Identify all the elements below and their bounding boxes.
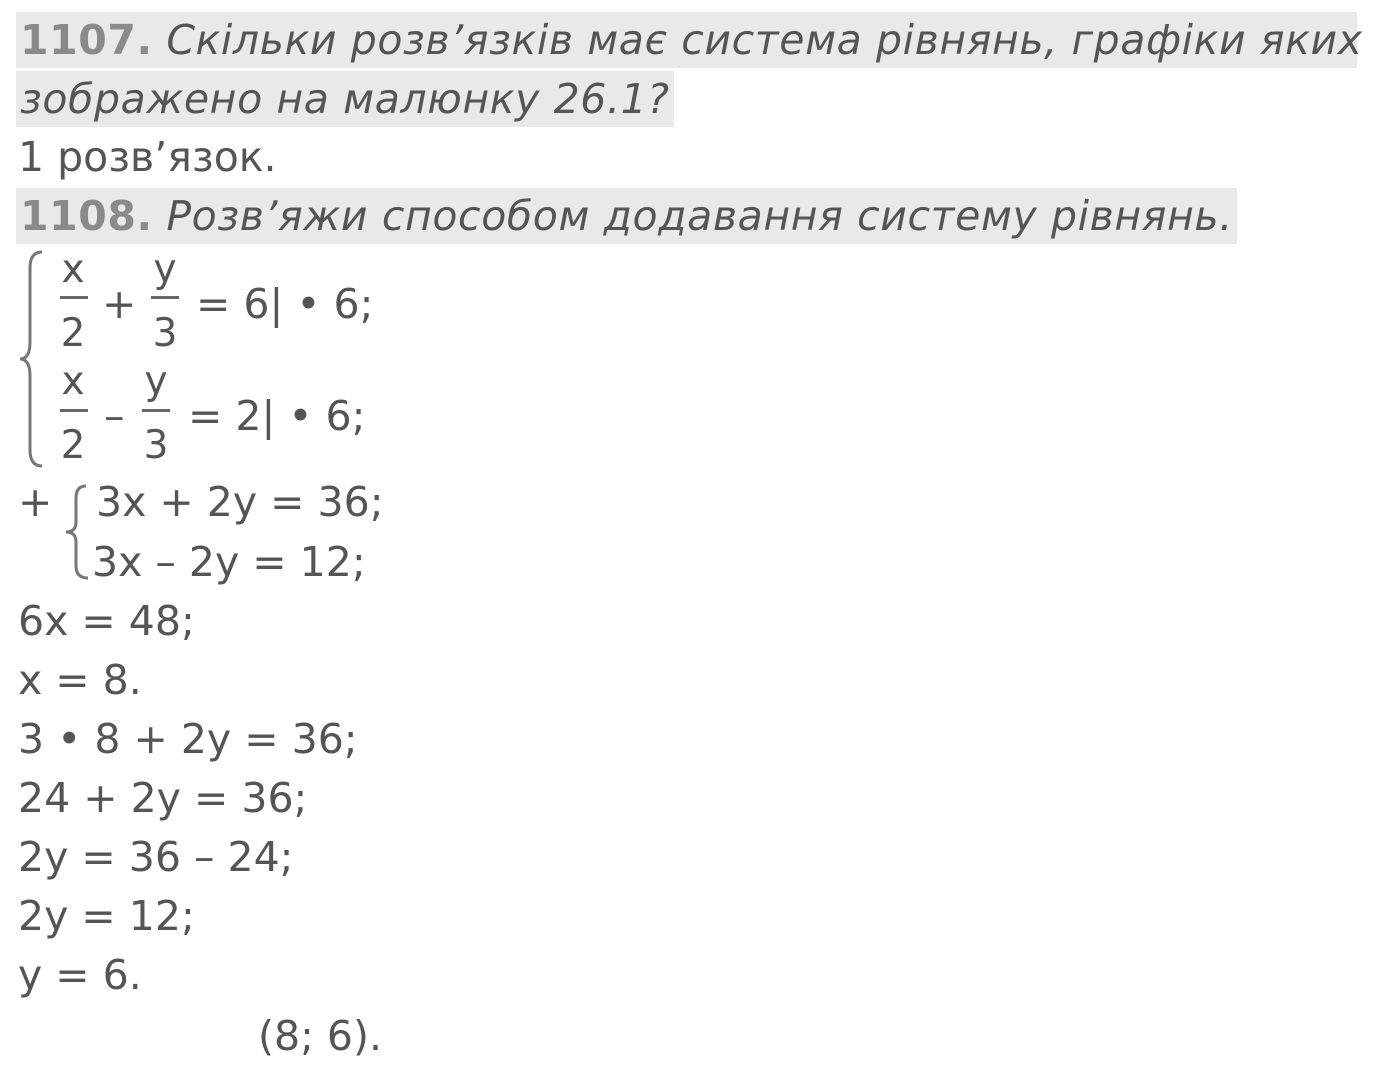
problem-number-1108: 1108.: [20, 192, 153, 240]
problem-number-1107: 1107.: [20, 16, 153, 64]
summed-system-brace: [58, 482, 92, 582]
eq1-operator: +: [102, 280, 137, 328]
problem-1107-question-line1: Скільки розв’язків має система рівнянь, графіки яких: [166, 16, 1363, 64]
eq1-numerator-y: y: [153, 247, 177, 292]
step-3: 3 • 8 + 2y = 36;: [18, 715, 358, 763]
eq2-fraction-bar-2: [142, 409, 170, 412]
system-brace: [16, 248, 46, 470]
eq1-fraction-bar-1: [60, 296, 88, 299]
step-6: 2y = 12;: [18, 892, 195, 940]
eq2-rhs: = 2| • 6;: [188, 392, 366, 440]
problem-1107-line1: [16, 12, 1363, 68]
eq1-denominator-3: 3: [152, 311, 178, 356]
step-7: y = 6.: [18, 951, 142, 999]
eq1-rhs: = 6| • 6;: [196, 280, 374, 328]
eq2-numerator-y: y: [144, 359, 168, 404]
eq2-denominator-3: 3: [143, 423, 169, 468]
problem-1108-statement: [16, 188, 1237, 244]
step-2: x = 8.: [18, 656, 142, 704]
final-answer: (8; 6).: [258, 1012, 383, 1060]
eq1-numerator-x: x: [61, 247, 85, 292]
eq1-denominator-2: 2: [60, 311, 86, 356]
addition-sign: +: [18, 478, 53, 526]
problem-1108-question: Розв’яжи способом додавання систему рівнянь.: [166, 192, 1233, 240]
eq2-fraction-bar-1: [60, 409, 88, 412]
eq1-fraction-bar-2: [151, 296, 179, 299]
step-4: 24 + 2y = 36;: [18, 774, 308, 822]
eq2-numerator-x: x: [61, 359, 85, 404]
step-1: 6x = 48;: [18, 597, 195, 645]
eq2-operator: –: [104, 392, 125, 440]
summed-eq2: 3x – 2y = 12;: [92, 538, 366, 586]
problem-1107-question-line2: зображено на малюнку 26.1?: [16, 71, 674, 127]
summed-eq1: 3x + 2y = 36;: [96, 478, 384, 526]
step-5: 2y = 36 – 24;: [18, 833, 294, 881]
eq2-denominator-2: 2: [60, 423, 86, 468]
problem-1107-answer: 1 розв’язок.: [18, 133, 277, 181]
